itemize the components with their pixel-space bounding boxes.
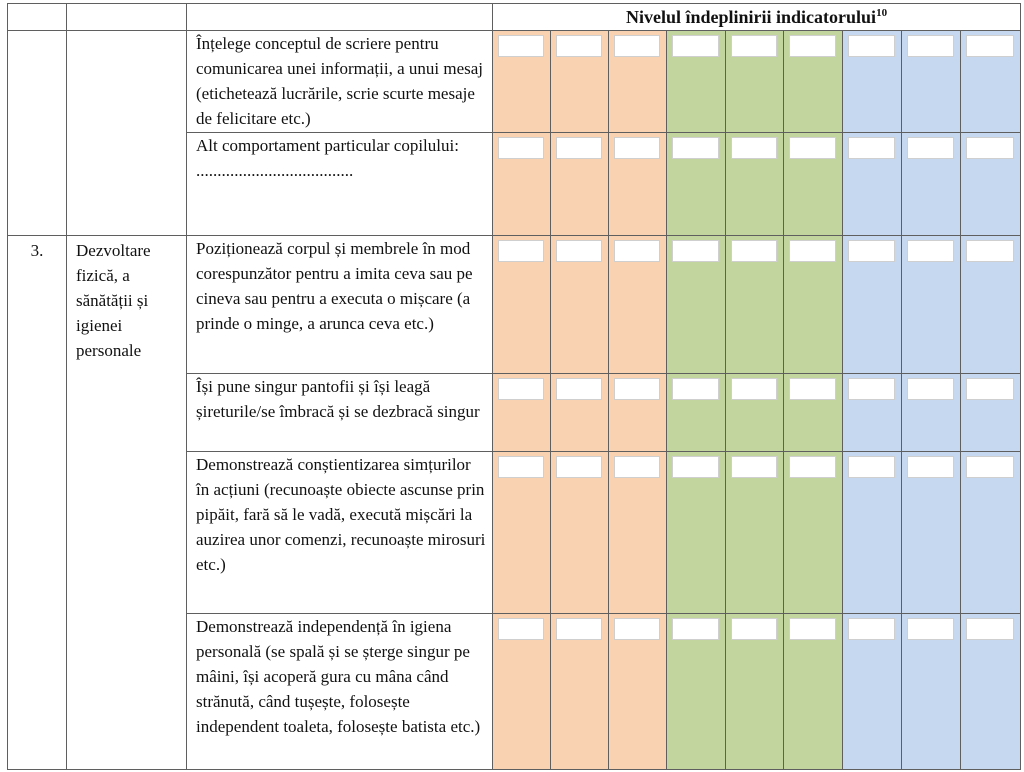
level-checkbox[interactable] <box>731 240 777 262</box>
level-header-footnote: 10 <box>876 6 888 19</box>
domain-cell: Dezvoltare fizică, a sănătății și igienei personale <box>67 236 187 770</box>
level-checkbox[interactable] <box>731 137 777 159</box>
level-cell <box>609 31 667 133</box>
level-cell <box>961 452 1021 614</box>
level-checkbox[interactable] <box>789 240 836 262</box>
level-checkbox[interactable] <box>966 137 1014 159</box>
level-cell <box>784 31 843 133</box>
indicator-cell: Demonstrează independență în igiena personală (se spală și se șterge singur pe mâini, își acoperă gura cu mâna când strănută, când tușește, folosește independent toaleta, folosește batista etc.) <box>187 614 493 770</box>
level-cell <box>902 31 961 133</box>
level-checkbox[interactable] <box>789 456 836 478</box>
level-checkbox[interactable] <box>672 456 719 478</box>
level-checkbox[interactable] <box>556 137 602 159</box>
level-cell <box>551 614 609 770</box>
level-cell <box>726 452 784 614</box>
level-cell <box>667 236 726 374</box>
level-checkbox[interactable] <box>966 35 1014 57</box>
level-checkbox[interactable] <box>966 456 1014 478</box>
evaluation-table <box>7 3 1021 770</box>
level-checkbox[interactable] <box>498 378 544 400</box>
level-checkbox[interactable] <box>672 137 719 159</box>
level-checkbox[interactable] <box>556 456 602 478</box>
level-checkbox[interactable] <box>848 240 895 262</box>
level-checkbox[interactable] <box>672 35 719 57</box>
level-cell <box>609 452 667 614</box>
level-checkbox[interactable] <box>556 35 602 57</box>
indicator-cell: Poziționează corpul și membrele în mod corespunzător pentru a imita ceva sau pe cineva sau pentru a executa o mișcare (a prinde o minge, a arunca ceva etc.) <box>187 236 493 374</box>
level-cell <box>784 614 843 770</box>
level-checkbox[interactable] <box>556 618 602 640</box>
header-domain-cell <box>67 4 187 31</box>
level-cell <box>902 374 961 452</box>
level-cell <box>843 452 902 614</box>
level-cell <box>667 31 726 133</box>
level-checkbox[interactable] <box>907 378 954 400</box>
level-cell <box>902 452 961 614</box>
level-cell <box>961 374 1021 452</box>
level-checkbox[interactable] <box>556 378 602 400</box>
level-checkbox[interactable] <box>556 240 602 262</box>
level-cell <box>493 374 551 452</box>
row-number: 3. <box>8 236 67 770</box>
table-row <box>8 236 1021 374</box>
level-checkbox[interactable] <box>498 618 544 640</box>
level-checkbox[interactable] <box>907 137 954 159</box>
level-cell <box>667 133 726 236</box>
level-cell <box>784 133 843 236</box>
indicator-cell: Alt comportament particular copilului: ..................................... <box>187 133 493 236</box>
level-cell <box>726 133 784 236</box>
level-header-title: Nivelul îndeplinirii indicatorului <box>626 6 877 27</box>
level-cell <box>784 374 843 452</box>
level-cell <box>961 236 1021 374</box>
level-cell <box>667 374 726 452</box>
level-cell <box>551 452 609 614</box>
level-checkbox[interactable] <box>614 240 660 262</box>
level-checkbox[interactable] <box>498 35 544 57</box>
level-cell <box>493 133 551 236</box>
indicator-cell: Demonstrează conștientizarea simțurilor în acțiuni (recunoaște obiecte ascunse prin pipăit, fară să le vadă, execută mișcări la auzirea unor comenzi, recunoaște mirosuri etc.) <box>187 452 493 614</box>
level-checkbox[interactable] <box>848 35 895 57</box>
domain-cell <box>67 31 187 236</box>
level-cell <box>551 31 609 133</box>
level-cell <box>843 374 902 452</box>
level-checkbox[interactable] <box>672 618 719 640</box>
level-cell <box>726 374 784 452</box>
level-cell <box>843 236 902 374</box>
level-checkbox[interactable] <box>907 456 954 478</box>
level-cell <box>961 133 1021 236</box>
level-checkbox[interactable] <box>498 240 544 262</box>
header-indicator-cell <box>187 4 493 31</box>
level-cell <box>667 614 726 770</box>
indicator-cell: Înțelege conceptul de scriere pentru comunicarea unei informații, a unui mesaj (etichetează lucrările, scrie scurte mesaje de felicitare etc.) <box>187 31 493 133</box>
level-checkbox[interactable] <box>789 137 836 159</box>
row-number <box>8 31 67 236</box>
level-checkbox[interactable] <box>614 378 660 400</box>
level-cell <box>726 236 784 374</box>
level-cell <box>902 614 961 770</box>
level-cell <box>961 614 1021 770</box>
level-cell <box>726 31 784 133</box>
level-checkbox[interactable] <box>731 378 777 400</box>
level-checkbox[interactable] <box>848 618 895 640</box>
level-checkbox[interactable] <box>614 137 660 159</box>
level-cell <box>609 374 667 452</box>
level-cell <box>784 236 843 374</box>
level-cell <box>784 452 843 614</box>
level-checkbox[interactable] <box>966 378 1014 400</box>
header-number-cell <box>8 4 67 31</box>
level-cell <box>902 236 961 374</box>
level-checkbox[interactable] <box>498 456 544 478</box>
indicator-cell: Își pune singur pantofii și își leagă șireturile/se îmbracă și se dezbracă singur <box>187 374 493 452</box>
level-checkbox[interactable] <box>848 378 895 400</box>
level-checkbox[interactable] <box>907 35 954 57</box>
level-checkbox[interactable] <box>848 456 895 478</box>
level-cell <box>551 133 609 236</box>
level-cell <box>726 614 784 770</box>
level-cell <box>609 614 667 770</box>
level-checkbox[interactable] <box>789 378 836 400</box>
level-checkbox[interactable] <box>614 35 660 57</box>
level-checkbox[interactable] <box>731 618 777 640</box>
level-checkbox[interactable] <box>731 456 777 478</box>
level-cell <box>493 236 551 374</box>
level-cell <box>609 236 667 374</box>
level-cell <box>667 452 726 614</box>
level-checkbox[interactable] <box>731 35 777 57</box>
level-cell <box>843 133 902 236</box>
level-cell <box>551 374 609 452</box>
header-row <box>8 4 1021 31</box>
level-checkbox[interactable] <box>966 240 1014 262</box>
level-cell <box>902 133 961 236</box>
level-checkbox[interactable] <box>672 378 719 400</box>
table-row <box>8 31 1021 133</box>
level-cell <box>551 236 609 374</box>
level-cell <box>493 614 551 770</box>
level-cell <box>961 31 1021 133</box>
level-checkbox[interactable] <box>614 456 660 478</box>
level-cell <box>843 31 902 133</box>
level-cell <box>493 31 551 133</box>
level-checkbox[interactable] <box>614 618 660 640</box>
level-checkbox[interactable] <box>789 35 836 57</box>
level-checkbox[interactable] <box>672 240 719 262</box>
level-cell <box>493 452 551 614</box>
level-checkbox[interactable] <box>907 240 954 262</box>
level-checkbox[interactable] <box>907 618 954 640</box>
level-header <box>493 4 1021 31</box>
level-checkbox[interactable] <box>966 618 1014 640</box>
level-checkbox[interactable] <box>848 137 895 159</box>
level-cell <box>843 614 902 770</box>
level-checkbox[interactable] <box>498 137 544 159</box>
level-cell <box>609 133 667 236</box>
level-checkbox[interactable] <box>789 618 836 640</box>
